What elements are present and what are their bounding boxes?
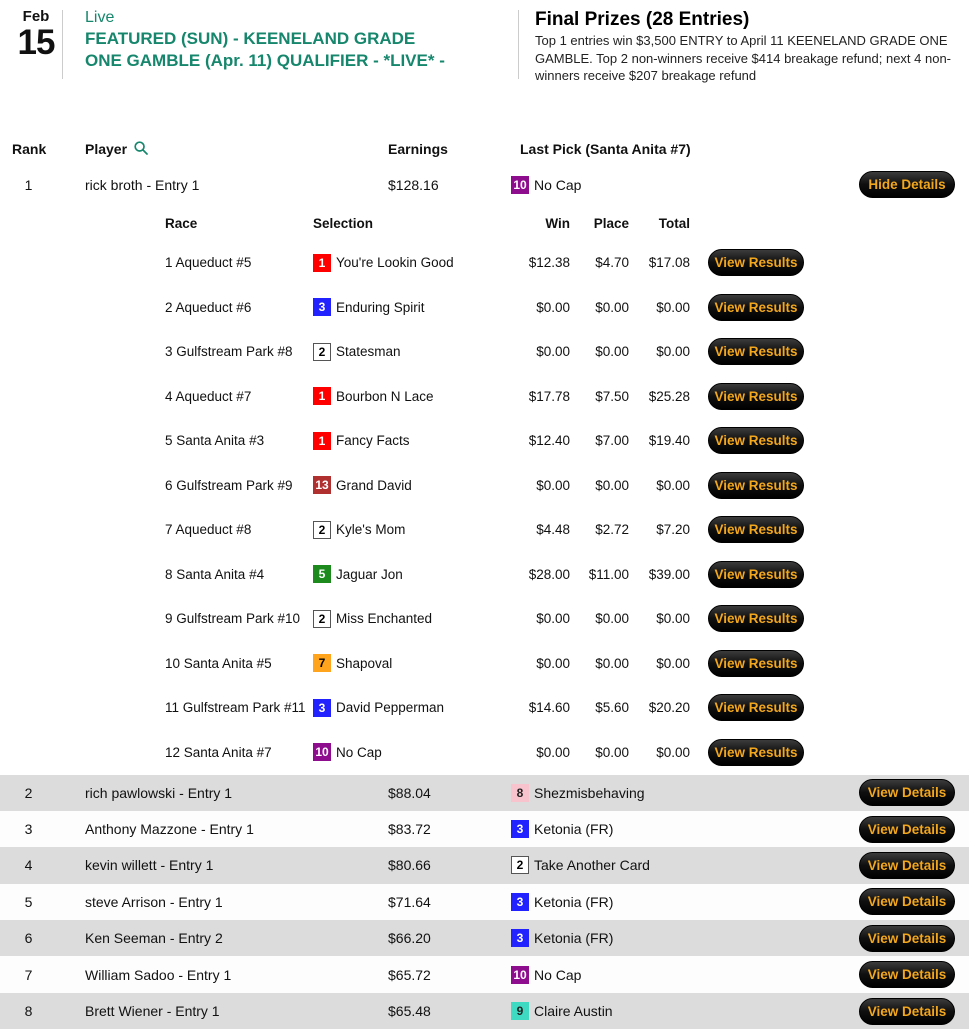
race-detail-row — [0, 330, 969, 375]
player-earnings: $65.48 — [385, 1003, 505, 1019]
program-number-badge: 1 — [313, 387, 331, 405]
live-status-label: Live — [85, 8, 504, 28]
final-prizes-block — [519, 8, 959, 85]
place-amount: $4.70 — [570, 255, 629, 270]
horse-name: Jaguar Jon — [336, 567, 403, 582]
player-last-pick — [505, 856, 845, 874]
place-amount: $0.00 — [570, 478, 629, 493]
total-amount: $17.08 — [629, 255, 690, 270]
horse-name: No Cap — [336, 745, 382, 760]
leader-rank: 1 — [0, 177, 75, 193]
race-detail-list — [0, 241, 969, 775]
leader-pick-horse: No Cap — [534, 177, 581, 193]
race-selection — [313, 654, 520, 672]
horse-name: You're Lookin Good — [336, 255, 454, 270]
view-results-button[interactable]: View Results — [708, 516, 804, 543]
program-number-badge: 2 — [313, 343, 331, 361]
player-last-pick — [505, 784, 845, 802]
race-label: 8 Santa Anita #4 — [165, 567, 313, 582]
horse-name: Take Another Card — [534, 857, 650, 873]
player-last-pick — [505, 929, 845, 947]
view-results-button[interactable]: View Results — [708, 605, 804, 632]
place-amount: $0.00 — [570, 344, 629, 359]
standings-row-leader — [0, 163, 969, 207]
place-amount: $0.00 — [570, 611, 629, 626]
horse-name: Shezmisbehaving — [534, 785, 645, 801]
place-amount: $2.72 — [570, 522, 629, 537]
horse-name: David Pepperman — [336, 700, 444, 715]
program-number-badge: 3 — [313, 298, 331, 316]
race-label: 3 Gulfstream Park #8 — [165, 344, 313, 359]
race-selection — [313, 298, 520, 316]
contest-title-line2: ONE GAMBLE (Apr. 11) QUALIFIER - *LIVE* - — [85, 50, 504, 72]
total-amount: $0.00 — [629, 300, 690, 315]
player-name: William Sadoo - Entry 1 — [75, 967, 385, 983]
player-last-pick — [505, 966, 845, 984]
place-amount: $7.50 — [570, 389, 629, 404]
player-earnings: $83.72 — [385, 821, 505, 837]
race-selection — [313, 743, 520, 761]
player-earnings: $80.66 — [385, 857, 505, 873]
standings-row — [0, 811, 969, 847]
contest-title-line1: FEATURED (SUN) - KEENELAND GRADE — [85, 28, 504, 50]
horse-name: Fancy Facts — [336, 433, 410, 448]
program-number-badge: 7 — [313, 654, 331, 672]
horse-name: Ketonia (FR) — [534, 930, 613, 946]
view-results-button[interactable]: View Results — [708, 338, 804, 365]
player-earnings: $88.04 — [385, 785, 505, 801]
player-rank: 5 — [0, 894, 75, 910]
player-column-header — [75, 139, 385, 158]
race-label: 5 Santa Anita #3 — [165, 433, 313, 448]
total-amount: $0.00 — [629, 478, 690, 493]
player-name: rich pawlowski - Entry 1 — [75, 785, 385, 801]
leader-earnings: $128.16 — [385, 177, 505, 193]
rank-column-header: Rank — [0, 141, 75, 157]
race-column-header: Race — [165, 216, 313, 231]
player-last-pick — [505, 1002, 845, 1020]
program-number-badge: 9 — [511, 1002, 529, 1020]
race-detail-row — [0, 641, 969, 686]
view-details-button[interactable]: View Details — [859, 888, 955, 915]
final-prizes-description: Top 1 entries win $3,500 ENTRY to April 11 KEENELAND GRADE ONE GAMBLE. Top 2 non-winners receive $414 breakage refund; next 4 non-winners receive $207 breakage refund — [535, 32, 959, 85]
win-column-header: Win — [520, 216, 570, 231]
race-label: 2 Aqueduct #6 — [165, 300, 313, 315]
player-column-label: Player — [85, 141, 127, 157]
program-number-badge: 3 — [511, 893, 529, 911]
race-label: 7 Aqueduct #8 — [165, 522, 313, 537]
race-selection — [313, 610, 520, 628]
view-results-button[interactable]: View Results — [708, 472, 804, 499]
total-amount: $19.40 — [629, 433, 690, 448]
horse-name: Statesman — [336, 344, 401, 359]
horse-name: Grand David — [336, 478, 412, 493]
player-name: Brett Wiener - Entry 1 — [75, 1003, 385, 1019]
race-selection — [313, 432, 520, 450]
win-amount: $12.40 — [520, 433, 570, 448]
race-detail-row — [0, 285, 969, 330]
view-results-button[interactable]: View Results — [708, 427, 804, 454]
win-amount: $28.00 — [520, 567, 570, 582]
standings-list — [0, 775, 969, 1029]
race-selection — [313, 699, 520, 717]
race-detail-row — [0, 419, 969, 464]
player-name: Ken Seeman - Entry 2 — [75, 930, 385, 946]
program-number-badge: 10 — [511, 966, 529, 984]
win-amount: $0.00 — [520, 478, 570, 493]
program-number-badge: 2 — [313, 610, 331, 628]
race-label: 9 Gulfstream Park #10 — [165, 611, 313, 626]
view-details-button[interactable]: View Details — [859, 816, 955, 843]
race-label: 10 Santa Anita #5 — [165, 656, 313, 671]
race-label: 11 Gulfstream Park #11 — [165, 700, 313, 715]
view-results-button[interactable]: View Results — [708, 739, 804, 766]
total-column-header: Total — [629, 216, 690, 231]
view-details-button[interactable]: View Details — [859, 925, 955, 952]
player-earnings: $65.72 — [385, 967, 505, 983]
win-amount: $4.48 — [520, 522, 570, 537]
player-rank: 6 — [0, 930, 75, 946]
race-detail-row — [0, 463, 969, 508]
horse-name: Claire Austin — [534, 1003, 613, 1019]
standings-row — [0, 920, 969, 956]
hide-details-button[interactable]: Hide Details — [859, 171, 955, 198]
race-detail-row — [0, 374, 969, 419]
view-details-button[interactable]: View Details — [859, 961, 955, 988]
selection-column-header: Selection — [313, 216, 520, 231]
contest-title-block — [63, 8, 518, 85]
earnings-column-header: Earnings — [385, 141, 505, 157]
total-amount: $25.28 — [629, 389, 690, 404]
win-amount: $0.00 — [520, 300, 570, 315]
race-selection — [313, 254, 520, 272]
total-amount: $7.20 — [629, 522, 690, 537]
race-detail-row — [0, 552, 969, 597]
place-amount: $0.00 — [570, 300, 629, 315]
contest-date — [10, 8, 62, 85]
player-rank: 7 — [0, 967, 75, 983]
horse-name: Ketonia (FR) — [534, 894, 613, 910]
race-selection — [313, 476, 520, 494]
page-header — [0, 0, 969, 85]
search-icon[interactable] — [134, 141, 148, 158]
place-column-header: Place — [570, 216, 629, 231]
total-amount: $0.00 — [629, 611, 690, 626]
view-details-button[interactable]: View Details — [859, 852, 955, 879]
player-name: steve Arrison - Entry 1 — [75, 894, 385, 910]
leader-player-name: rick broth - Entry 1 — [75, 177, 385, 193]
program-number-badge: 2 — [313, 521, 331, 539]
standings-row — [0, 884, 969, 920]
view-results-button[interactable]: View Results — [708, 383, 804, 410]
program-number-badge: 2 — [511, 856, 529, 874]
player-earnings: $66.20 — [385, 930, 505, 946]
player-rank: 4 — [0, 857, 75, 873]
final-prizes-title: Final Prizes (28 Entries) — [535, 8, 959, 31]
player-rank: 8 — [0, 1003, 75, 1019]
player-earnings: $71.64 — [385, 894, 505, 910]
place-amount: $0.00 — [570, 656, 629, 671]
race-selection — [313, 565, 520, 583]
win-amount: $17.78 — [520, 389, 570, 404]
race-detail-row — [0, 597, 969, 642]
place-amount: $11.00 — [570, 567, 629, 582]
view-details-button[interactable]: View Details — [859, 998, 955, 1025]
view-results-button[interactable]: View Results — [708, 650, 804, 677]
win-amount: $0.00 — [520, 745, 570, 760]
date-day: 15 — [10, 25, 62, 61]
standings-header-row — [0, 135, 969, 163]
race-selection — [313, 387, 520, 405]
view-results-button[interactable]: View Results — [708, 249, 804, 276]
horse-name: Shapoval — [336, 656, 392, 671]
program-number-badge: 3 — [511, 820, 529, 838]
standings-row — [0, 956, 969, 992]
total-amount: $0.00 — [629, 344, 690, 359]
total-amount: $0.00 — [629, 656, 690, 671]
program-number-badge: 5 — [313, 565, 331, 583]
win-amount: $14.60 — [520, 700, 570, 715]
program-number-badge: 1 — [313, 254, 331, 272]
horse-name: Miss Enchanted — [336, 611, 432, 626]
place-amount: $5.60 — [570, 700, 629, 715]
standings-row — [0, 775, 969, 811]
race-selection — [313, 521, 520, 539]
win-amount: $12.38 — [520, 255, 570, 270]
standings-row — [0, 847, 969, 883]
total-amount: $39.00 — [629, 567, 690, 582]
program-number-badge: 3 — [511, 929, 529, 947]
view-results-button[interactable]: View Results — [708, 561, 804, 588]
view-results-button[interactable]: View Results — [708, 294, 804, 321]
race-label: 12 Santa Anita #7 — [165, 745, 313, 760]
horse-name: No Cap — [534, 967, 581, 983]
program-number-badge: 8 — [511, 784, 529, 802]
race-detail-row — [0, 241, 969, 286]
horse-name: Bourbon N Lace — [336, 389, 434, 404]
program-number-badge: 3 — [313, 699, 331, 717]
program-number-badge: 13 — [313, 476, 331, 494]
view-details-button[interactable]: View Details — [859, 779, 955, 806]
win-amount: $0.00 — [520, 656, 570, 671]
date-month: Feb — [10, 8, 62, 25]
player-last-pick — [505, 893, 845, 911]
player-rank: 3 — [0, 821, 75, 837]
program-number-badge: 10 — [313, 743, 331, 761]
place-amount: $0.00 — [570, 745, 629, 760]
place-amount: $7.00 — [570, 433, 629, 448]
win-amount: $0.00 — [520, 344, 570, 359]
leader-last-pick — [505, 176, 845, 194]
race-detail-row — [0, 686, 969, 731]
player-name: Anthony Mazzone - Entry 1 — [75, 821, 385, 837]
view-results-button[interactable]: View Results — [708, 694, 804, 721]
player-rank: 2 — [0, 785, 75, 801]
leader-pick-badge: 10 — [511, 176, 529, 194]
player-last-pick — [505, 820, 845, 838]
race-label: 4 Aqueduct #7 — [165, 389, 313, 404]
win-amount: $0.00 — [520, 611, 570, 626]
total-amount: $0.00 — [629, 745, 690, 760]
program-number-badge: 1 — [313, 432, 331, 450]
race-label: 1 Aqueduct #5 — [165, 255, 313, 270]
player-name: kevin willett - Entry 1 — [75, 857, 385, 873]
race-label: 6 Gulfstream Park #9 — [165, 478, 313, 493]
horse-name: Ketonia (FR) — [534, 821, 613, 837]
total-amount: $20.20 — [629, 700, 690, 715]
race-selection — [313, 343, 520, 361]
horse-name: Enduring Spirit — [336, 300, 425, 315]
race-detail-row — [0, 730, 969, 775]
race-detail-row — [0, 508, 969, 553]
detail-header-row — [0, 207, 969, 241]
horse-name: Kyle's Mom — [336, 522, 405, 537]
last-pick-column-header: Last Pick (Santa Anita #7) — [505, 141, 845, 157]
